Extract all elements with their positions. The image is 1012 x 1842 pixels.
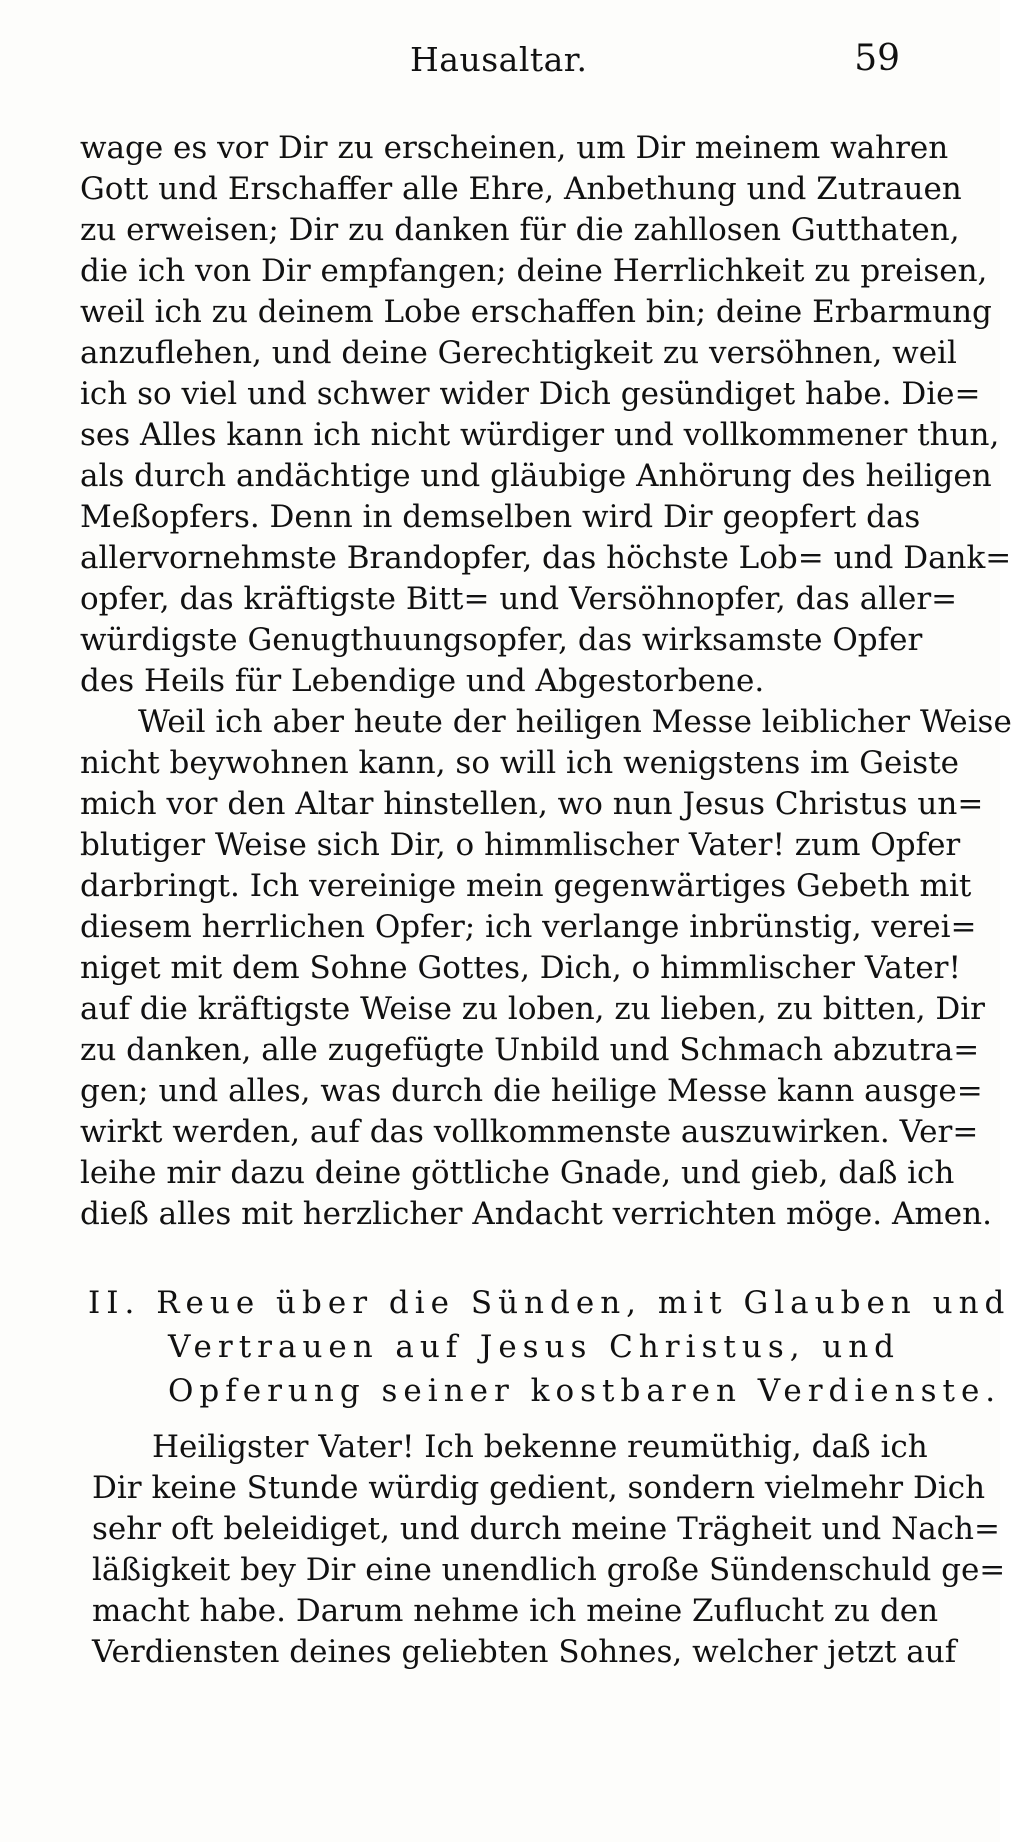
- text-line: Meßopfers. Denn in demselben wird Dir geopfert das: [80, 499, 921, 535]
- running-head: [80, 38, 900, 88]
- section-heading-line: Opferung seiner kostbaren Verdienste.: [168, 1373, 1002, 1409]
- text-line: als durch andächtige und gläubige Anhörung des heiligen: [80, 458, 992, 494]
- text-line: wirkt werden, auf das vollkommenste auszuwirken. Ver=: [80, 1114, 979, 1150]
- text-line: niget mit dem Sohne Gottes, Dich, o himmlischer Vater!: [80, 950, 961, 986]
- text-line: zu erweisen; Dir zu danken für die zahllosen Gutthaten,: [80, 212, 960, 248]
- text-line: gen; und alles, was durch die heilige Messe kann ausge=: [80, 1073, 983, 1109]
- text-line: diesem herrlichen Opfer; ich verlange inbrünstig, verei=: [80, 909, 977, 945]
- text-line: Gott und Erschaffer alle Ehre, Anbethung und Zutrauen: [80, 171, 962, 207]
- text-line: darbringt. Ich vereinige mein gegenwärtiges Gebeth mit: [80, 868, 972, 904]
- text-line: dieß alles mit herzlicher Andacht verrichten möge. Amen.: [80, 1196, 992, 1232]
- text-line: mich vor den Altar hinstellen, wo nun Jesus Christus un=: [80, 786, 984, 822]
- text-line: opfer, das kräftigste Bitt= und Versöhnopfer, das aller=: [80, 581, 958, 617]
- text-line: Dir keine Stunde würdig gedient, sondern vielmehr Dich: [92, 1470, 986, 1506]
- text-line: ich so viel und schwer wider Dich gesündiget habe. Die=: [80, 376, 981, 412]
- running-head-title: Hausaltar.: [410, 40, 588, 79]
- text-line: leihe mir dazu deine göttliche Gnade, und gieb, daß ich: [80, 1155, 955, 1191]
- section-heading-line: II. Reue über die Sünden, mit Glauben und: [88, 1285, 1011, 1321]
- text-line: macht habe. Darum nehme ich meine Zuflucht zu den: [92, 1593, 939, 1629]
- text-line: weil ich zu deinem Lobe erschaffen bin; deine Erbarmung: [80, 294, 992, 330]
- text-line: würdigste Genugthuungsopfer, das wirksamste Opfer: [80, 622, 923, 658]
- text-line: auf die kräftigste Weise zu loben, zu lieben, zu bitten, Dir: [80, 991, 985, 1027]
- page-number: 59: [854, 38, 900, 79]
- text-line: läßigkeit bey Dir eine unendlich große Sündenschuld ge=: [92, 1552, 1006, 1588]
- text-line: des Heils für Lebendige und Abgestorbene.: [80, 663, 765, 699]
- text-line: sehr oft beleidiget, und durch meine Trägheit und Nach=: [92, 1511, 1000, 1547]
- text-line: die ich von Dir empfangen; deine Herrlichkeit zu preisen,: [80, 253, 988, 289]
- section-heading-line: Vertrauen auf Jesus Christus, und: [168, 1329, 900, 1365]
- text-line: Verdiensten deines geliebten Sohnes, welcher jetzt auf: [92, 1634, 957, 1670]
- text-line: allervornehmste Brandopfer, das höchste Lob= und Dank=: [80, 540, 1012, 576]
- text-line: zu danken, alle zugefügte Unbild und Schmach abzutra=: [80, 1032, 980, 1068]
- text-line: blutiger Weise sich Dir, o himmlischer Vater! zum Opfer: [80, 827, 961, 863]
- text-line: Heiligster Vater! Ich bekenne reumüthig, daß ich: [152, 1429, 928, 1465]
- text-line: wage es vor Dir zu erscheinen, um Dir meinem wahren: [80, 130, 949, 166]
- text-line: Weil ich aber heute der heiligen Messe leiblicher Weise: [138, 704, 1012, 740]
- text-line: anzuflehen, und deine Gerechtigkeit zu versöhnen, weil: [80, 335, 957, 371]
- text-line: nicht beywohnen kann, so will ich wenigstens im Geiste: [80, 745, 960, 781]
- text-line: ses Alles kann ich nicht würdiger und vollkommener thun,: [80, 417, 1000, 453]
